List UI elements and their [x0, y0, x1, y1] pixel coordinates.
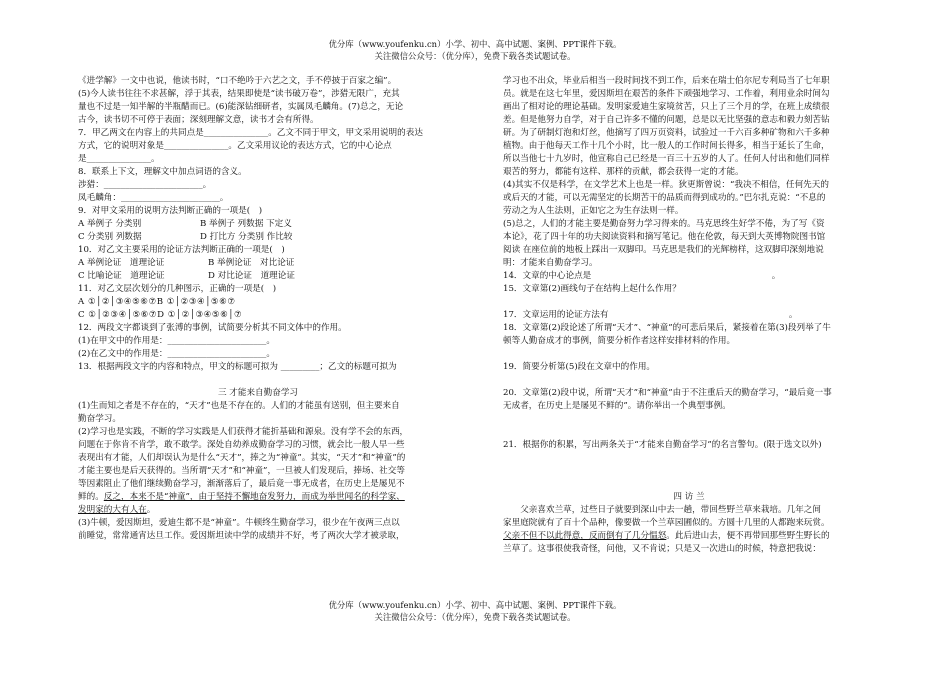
question-12: 12．两段文字都谈到了张溥的事例，试简要分析其不同文体中的作用。 — [78, 323, 347, 333]
right-column — [503, 75, 875, 556]
text-line: 表现出有才能，人们却误认为是什么“天才”，捧之为“神童”。其实，“天才”和“神童”的 — [78, 453, 406, 463]
question-20: 无成者，在历史上是屡见不鲜的”。请你举出一个典型事例。 — [503, 401, 731, 411]
question-8-item: 凤毛麟角：_______________________。 — [78, 193, 229, 203]
question-8: 8．联系上下文，理解文中加点词语的含义。 — [78, 167, 247, 177]
question-18: 18．文章第(2)段论述了所谓“天才”、“神童”的可悲后果后，紧接着在第(3)段列举了牛 — [503, 323, 831, 333]
text-line: 或后天的才能，可以无需坚定的长期苦干的品质而得到成功的。”巴尔扎克说：“不息的 — [503, 193, 826, 203]
question-15: 15．文章第(2)画线句子在结构上起什么作用？ — [503, 284, 681, 294]
text-line: 父亲喜欢兰草，过些日子就要到深山中去一趟，带回些野兰草来栽培。几年之间 — [520, 505, 821, 515]
text-line: 所以当他七十九岁时，他宣称自己已经是一百三十五岁的人了。任何人付出和他们同样 — [503, 154, 830, 164]
text-line: (5)总之，人们的才能主要是勤奋努力学习得来的。马克思终生好学不倦，为了写《资 — [503, 219, 825, 229]
question-7: 是_______________。 — [78, 154, 160, 164]
text-line: 员。就是在这七年里，爱因斯坦在艰苦的条件下顽强地学习、工作着，利用业余时间勾 — [503, 89, 830, 99]
text-line: 兰草了。这事很使我奇怪，问他，又不肯说；只是又一次进山的时候，特意把我说： — [503, 544, 821, 554]
text-line — [503, 530, 875, 543]
text-line: 植物。由于他每天工作十几个小时，比一般人的工作时间长得多，相当于延长了生命， — [503, 141, 830, 151]
underlined-sentence: 反之，本来不是“神童”，由于坚持不懈地奋发努力，而成为举世闻名的科学家、 — [103, 492, 405, 502]
text-line: 差。但是他努力自学，对于自己许多不懂的问题，总是以无比坚强的意志和毅力刻苦钻 — [503, 115, 830, 125]
question-11-options: A ①│②│③④⑤⑥⑦B ①│②③④│⑤⑥⑦ — [78, 297, 236, 307]
option-c: C 分类别 列数据 — [78, 232, 142, 242]
text-line: (5)今人读书往往不求甚解，浮于其表，结果即使是“读书破万卷”，涉猎无限广，充其 — [78, 89, 400, 99]
question-19: 19．简要分析第(5)段在文章中的作用。 — [503, 362, 656, 372]
text-line — [78, 491, 438, 504]
option-d: D 打比方 分类别 作比较 — [200, 232, 293, 242]
page-footer — [0, 599, 950, 623]
question-13: 13．根据两段文字的内容和特点，甲文的标题可拟为 _________；乙文的标题可拟为 — [78, 362, 397, 372]
question-12-item: (1)在甲文中的作用是：_______________________。 — [78, 336, 275, 346]
left-column — [78, 75, 438, 543]
text-line: 才能主要也是后天获得的。当所谓“天才”和“神童”，一旦被人们发现后，捧场、社交等 — [78, 466, 405, 476]
text-line: 勤奋学习。 — [78, 414, 121, 424]
option-a: A 举例论证 道理论证 — [78, 258, 165, 268]
text-line: (4)其实不仅是科学，在文学艺术上也是一样。狄更斯曾说：“我决不相信，任何先天的 — [503, 180, 829, 190]
text-line: 劳动之为人生法则，正如它之为生存法则一样。 — [503, 206, 684, 216]
text-line: 学习也不出众，毕业后相当一段时间找不到工作，后来在瑞士伯尔尼专利局当了七年职 — [503, 76, 830, 86]
question-8-item: 涉猎：_______________________。 — [78, 180, 212, 190]
text-line: (2)学习也是实践，不断的学习实践是人们获得才能折基础和源泉。没有学不会的东西， — [78, 427, 409, 437]
text-span: 。此后进山去，便不再带回那些野生野长的 — [666, 531, 830, 541]
question-11: 11．对乙文层次划分的几种图示，正确的一项是( ) — [78, 284, 277, 294]
text-line: 古今，读书切不可停于表面；深刻理解文意，读书才会有所得。 — [78, 115, 319, 125]
question-12-item: (2)在乙文中的作用是：_______________________。 — [78, 349, 275, 359]
underlined-sentence: 父亲不但不以此得意，反而倒有了几分愠怒 — [503, 531, 667, 541]
question-9-options — [78, 218, 438, 231]
underlined-sentence: 发明家的大有人在 — [78, 505, 147, 515]
text-line: 明：才能来自勤奋学习。 — [503, 258, 598, 268]
option-b: B 举例子 列数据 下定义 — [200, 219, 292, 229]
question-14: 14．文章的中心论点是 。 — [503, 271, 781, 281]
text-line: 画出了相对论的理论基础。发明家爱迪生家境贫苦，只上了三个月的学，在班上成绩很 — [503, 102, 830, 112]
question-9-options — [78, 231, 438, 244]
section-title-4: 四 访 兰 — [673, 492, 705, 502]
question-9: 9．对甲文采用的说明方法判断正确的一项是( ) — [78, 206, 263, 216]
page-header — [0, 38, 950, 62]
header-line-1: 优分库（www.youfenku.cn）小学、初中、高中试题、案例、PPT课件下载。 — [328, 39, 622, 49]
footer-line-2: 关注微信公众号：（优分库），免费下载各类试题试卷。 — [374, 612, 576, 622]
question-10: 10．对乙文主要采用的论证方法判断正确的一项是( ) — [78, 245, 285, 255]
text-span: 。 — [146, 505, 156, 515]
question-10-options — [78, 270, 438, 283]
question-11-options: C ①│②③④│⑤⑥⑦D ①│②│③④⑤⑥│⑦ — [78, 310, 243, 320]
question-10-options — [78, 257, 438, 270]
text-line: 《进学解》一文中也说，他读书时，“口不绝吟于六艺之文，手不停披于百家之编”。 — [78, 76, 397, 86]
text-line: 研。为了研制灯泡和灯丝，他摘写了四万页资料，试验过一千六百多种矿物和六千多种 — [503, 128, 830, 138]
text-line: 艰苦的努力，都能有这样、那样的贡献，都会获得一定的才能。 — [503, 167, 744, 177]
question-20: 20．文章第(2)段中说，所谓“天才”和“神童”由于不注重后天的勤奋学习，“最后竟一事 — [503, 388, 832, 398]
text-span: 鲜的。 — [78, 492, 104, 502]
text-line: (1)生而知之者是不存在的，“天才”也是不存在的。人们的才能虽有送别，但主要来自 — [78, 401, 400, 411]
footer-line-1: 优分库（www.youfenku.cn）小学、初中、高中试题、案例、PPT课件下载。 — [328, 600, 622, 610]
header-line-2: 关注微信公众号：（优分库），免费下载各类试题试卷。 — [374, 51, 576, 61]
option-a: A 举例子 分类别 — [78, 219, 142, 229]
question-18: 顿等人勤奋成才的事例，简要分析作者这样安排材料的作用。 — [503, 336, 736, 346]
text-line: 问题在于你肯不肯学，敢不敢学。深处自幼养成勤奋学习的习惯，就会比一般人早一些 — [78, 440, 405, 450]
option-d: D 对比论证 道理论证 — [208, 271, 295, 281]
question-7: 7．甲乙两文在内容上的共同点是_______________。乙文不同于甲文，甲文采用说明的表达 — [78, 128, 423, 138]
text-line: 本论》，花了四十年的功夫阅读资料和摘写笔记。他在伦敦，每天到大英博物院图书馆 — [503, 232, 826, 242]
text-line: 等因素阻止了他们继续勤奋学习，渐渐落后了，最后竟一事无成者，在历史上是屡见不 — [78, 479, 405, 489]
text-line — [78, 504, 438, 517]
question-7: 方式，它的说明对象是_______________。乙文采用议论的表达方式，它的中心论点 — [78, 141, 392, 151]
option-c: C 比喻论证 道理论证 — [78, 271, 165, 281]
text-line: 量也不过是一知半解的半瓶醋而已。(6)能深钻细研者，实属凤毛麟角。(7)总之，无论 — [78, 102, 404, 112]
text-line: 家里庭院就有了百十个品种，像要做一个兰草园圃似的。方圆十几里的人都跑来玩赏。 — [503, 518, 830, 528]
text-line: 前睡觉，常常通宵达旦工作。爱因斯坦读中学的成绩并不好，考了两次大学才被录取， — [78, 531, 405, 541]
question-21: 21．根据你的积累，写出两条关于“才能来自勤奋学习”的名言警句。(限于选文以外) — [503, 440, 822, 450]
text-line: (3)牛顿，爱因斯坦，爱迪生都不是“神童”。牛顿终生勤奋学习，很少在午夜两三点以 — [78, 518, 400, 528]
section-title-3: 三 才能来自勤奋学习 — [217, 388, 299, 398]
question-17: 17．文章运用的论证方法有 。 — [503, 310, 798, 320]
option-b: B 举例论证 对比论证 — [208, 258, 295, 268]
text-line: 阅读 在座位前的地板上踩出一双脚印。马克思是我们的光辉榜样，这双脚印深刻地说 — [503, 245, 824, 255]
